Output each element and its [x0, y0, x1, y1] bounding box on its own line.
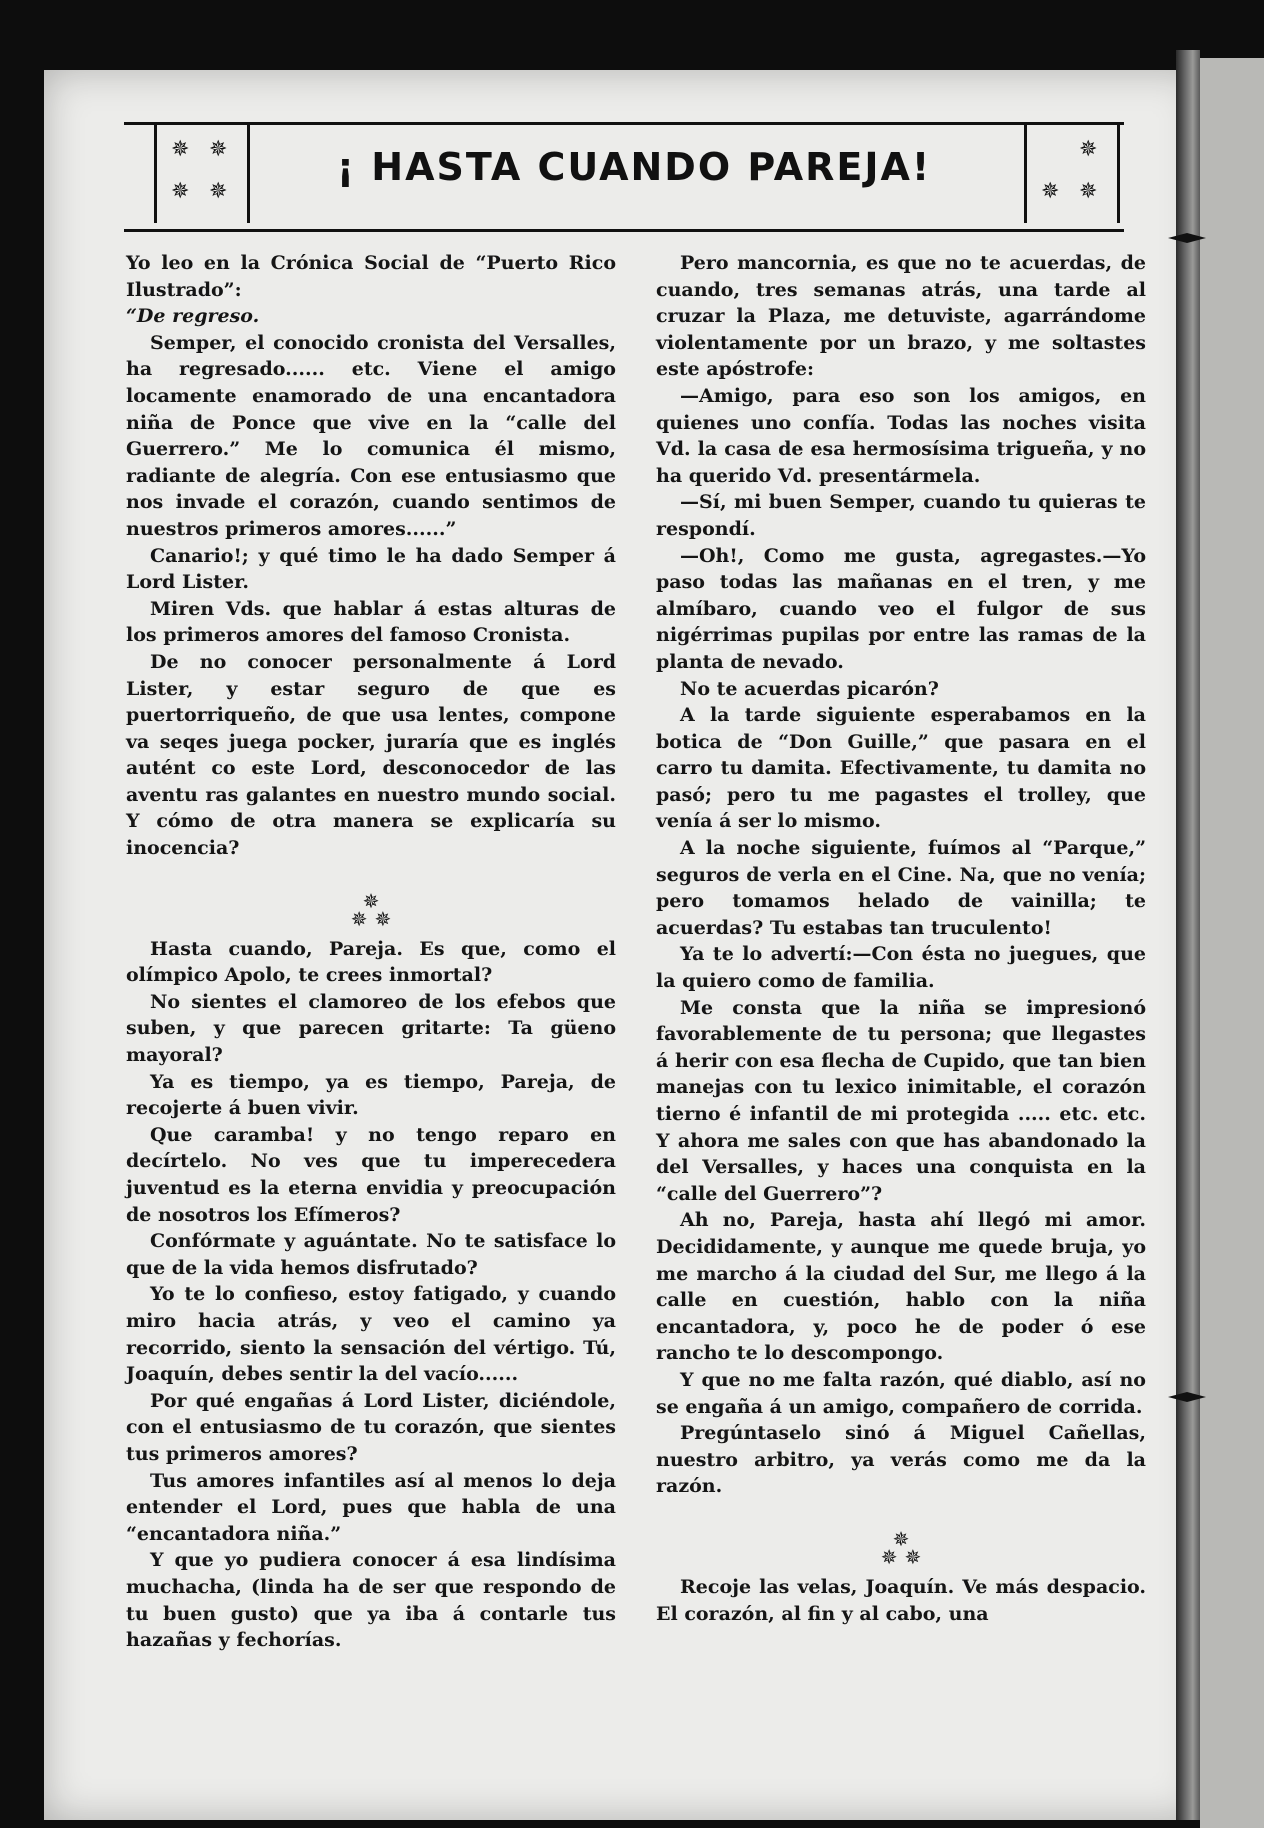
ornament-box-right — [1024, 125, 1120, 223]
star-icon: ✵ ✵ — [880, 1544, 922, 1569]
star-icon: ✵ — [209, 137, 228, 162]
paragraph: A la tarde siguiente esperabamos en la botica de “Don Guille,” que pasara en el carro tu damita. Efectivamente, tu damita no pasó; pero tu me pagastes el trolley, que venía á ser lo mismo. — [656, 704, 1146, 833]
paragraph: —Sí, mi buen Semper, cuando tu quieras te respondí. — [656, 491, 1146, 540]
section-divider — [126, 862, 616, 936]
paragraph: Ah no, Pareja, hasta ahí llegó mi amor. Decididamente, y aunque me quede bruja, yo me marcho á la ciudad del Sur, me llego á la calle en cuestión, hablo con la niña encantadora, y, poco he de poder ó ese rancho te lo descompongo. — [656, 1209, 1146, 1365]
paragraph: —Amigo, para eso son los amigos, en quienes uno confía. Todas las noches visita Vd. la casa de esa hermosísima trigueña, y no ha querido Vd. presentármela. — [656, 384, 1146, 487]
paragraph: Yo leo en la Crónica Social de “Puerto Rico Ilustrado”: — [126, 252, 616, 301]
star-icon: ✵ — [171, 137, 190, 162]
paragraph: Por qué engañas á Lord Lister, diciéndole, con el entusiasmo de tu corazón, que sientes tus primeros amores? — [126, 1389, 616, 1465]
paragraph: Y que no me falta razón, qué diablo, así no se engaña á un amigo, compañero de corrida. — [656, 1368, 1146, 1418]
star-icon: ✵ — [1079, 137, 1098, 162]
article-title: ¡ HASTA CUANDO PAREJA! — [336, 145, 932, 189]
paragraph: Tus amores infantiles así al menos lo deja entender el Lord, pues que habla de una “encantadora niña.” — [126, 1469, 616, 1545]
paragraph: —Oh!, Como me gusta, agregastes.—Yo paso todas las mañanas en el tren, y me almíbaro, cuando veo el fulgor de sus nigérrimas pupilas por entre las ramas de la planta de nevado. — [656, 544, 1146, 673]
star-icon: ✵ — [209, 179, 228, 204]
paragraph: Canario!; y qué timo le ha dado Semper á Lord Lister. — [126, 544, 616, 594]
paragraph: Que caramba! y no tengo reparo en decírtelo. No ves que tu imperecedera juventud es la eterna envidia y preocupación de nosotros los Efímeros? — [126, 1123, 616, 1226]
paragraph: Ya te lo advertí:—Con ésta no juegues, que la quiero como de familia. — [656, 943, 1146, 993]
section-divider — [656, 1500, 1146, 1574]
paragraph: Me consta que la niña se impresionó favorablemente de tu persona; que llegastes á herir con esa flecha de Cupido, que tan bien manejas con tu lexico inimitable, el corazón tierno é infantil de mi protegida ..... etc. etc. Y ahora me sales con que has abandonado la del Versalles, y haces una conquista en la “calle del Guerrero”? — [656, 996, 1146, 1205]
star-icon: ✵ — [1041, 179, 1060, 204]
paragraph: Recoje las velas, Joaquín. Ve más despacio. El corazón, al fin y al cabo, una — [656, 1575, 1146, 1625]
star-icon: ✵ ✵ — [350, 906, 392, 931]
paragraph: Ya es tiempo, ya es tiempo, Pareja, de recojerte á buen vivir. — [126, 1070, 616, 1120]
paragraph: Pregúntaselo sinó á Miguel Cañellas, nuestro arbitro, ya verás como me da la razón. — [656, 1422, 1146, 1498]
star-icon: ✵ — [892, 1526, 910, 1551]
star-icon: ✵ — [1079, 179, 1098, 204]
paragraph: A la noche siguiente, fuímos al “Parque,” seguros de verla en el Cine. Na, que no venía; pero tomamos helado de vainilla; te acuerdas? Tu estabas tan truculento! — [656, 837, 1146, 939]
magazine-page — [44, 70, 1200, 1820]
star-icon: ✵ — [362, 888, 380, 913]
paragraph: De no conocer personalmente á Lord Lister, y estar seguro de que es puertorriqueño, de que usa lentes, compone va seqes juega pocker, juraría que es inglés autént co este Lord, desconocedor de las aventu ras galantes en nuestro mundo social. Y cómo de otra manera se explicaría su inocencia? — [126, 650, 616, 860]
paragraph: Confórmate y aguántate. No te satisface lo que de la vida hemos disfrutado? — [126, 1230, 616, 1279]
paragraph: Y que yo pudiera conocer á esa lindísima muchacha, (linda ha de ser que respondo de tu buen gusto) que ya iba á contarle tus hazañas y fechorías. — [126, 1549, 616, 1652]
paragraph: Miren Vds. que hablar á estas alturas de los primeros amores del famoso Cronista. — [126, 597, 616, 647]
star-icon: ✵ — [171, 179, 190, 204]
ornament-box-left — [154, 125, 250, 223]
binding-edge — [1176, 50, 1200, 1820]
paragraph: Pero mancornia, es que no te acuerdas, de cuando, tres semanas atrás, una tarde al cruzar la Plaza, me detuviste, agarrándome violentamente por un brazo, y me soltastes este apóstrofe: — [656, 252, 1146, 381]
right-column — [656, 250, 1146, 1627]
header-banner — [124, 122, 1124, 232]
paragraph: No sientes el clamoreo de los efebos que suben, y que parecen gritarte: Ta güeno mayoral? — [126, 990, 616, 1067]
paragraph: Yo te lo confieso, estoy fatigado, y cuando miro hacia atrás, y veo el camino ya recorrido, siento la sensación del vértigo. Tú, Joaquín, debes sentir la del vacío...... — [126, 1283, 616, 1386]
paragraph: No te acuerdas picarón? — [680, 677, 939, 700]
left-column — [126, 250, 616, 1654]
adjacent-page-edge — [1200, 58, 1264, 1828]
paragraph: Hasta cuando, Pareja. Es que, como el olímpico Apolo, te crees inmortal? — [126, 937, 616, 987]
paragraph: “De regreso. — [126, 305, 260, 328]
paragraph: Semper, el conocido cronista del Versalles, ha regresado...... etc. Viene el amigo locamente enamorado de una encantadora niña de Ponce que vive en la “calle del Guerrero.” Me lo comunica él mismo, radiante de alegría. Con ese entusiasmo que nos invade el corazón, cuando sentimos de nuestros primeros amores......” — [126, 331, 616, 540]
